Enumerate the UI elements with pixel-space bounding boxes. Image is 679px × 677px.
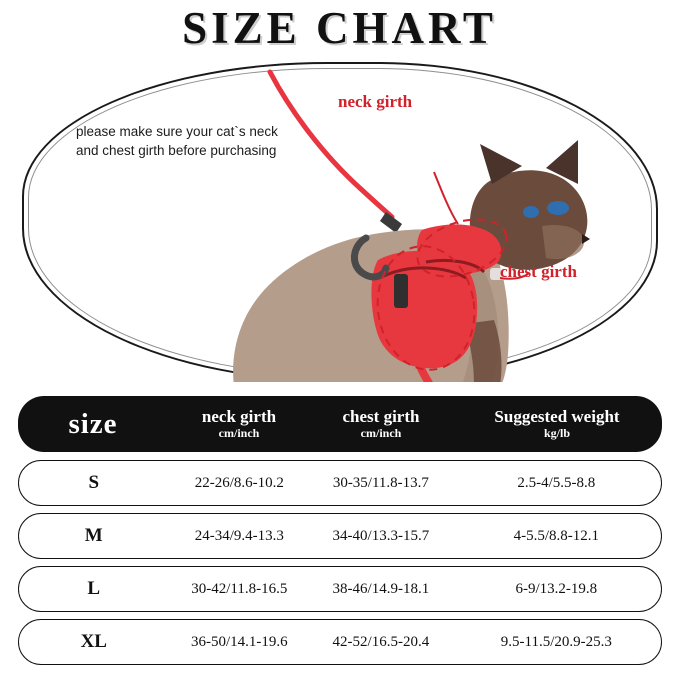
neck-girth-label: neck girth (338, 92, 413, 111)
row-neck-girth: 24-34/9.4-13.3 (194, 527, 284, 544)
row-chest-girth: 34-40/13.3-15.7 (332, 527, 430, 544)
header-chest-girth (310, 407, 452, 441)
row-size: S (88, 472, 100, 493)
row-chest-girth: 38-46/14.9-18.1 (332, 580, 430, 597)
row-chest-girth: 30-35/11.8-13.7 (332, 474, 429, 491)
header-suggested-weight-unit: kg/lb (543, 426, 570, 440)
row-size: M (84, 525, 103, 546)
illustration-note: please make sure your cat`s neck and chest girth before purchasing (76, 124, 278, 158)
table-row (18, 513, 662, 559)
chest-girth-label: chest girth (500, 262, 577, 281)
row-chest-girth: 42-52/16.5-20.4 (332, 633, 430, 650)
row-size: L (87, 578, 101, 599)
table-header-row (18, 396, 662, 452)
header-suggested-weight-main: Suggested weight (494, 407, 620, 426)
row-suggested-weight: 2.5-4/5.5-8.8 (517, 474, 596, 491)
row-suggested-weight: 6-9/13.2-19.8 (515, 580, 598, 597)
header-neck-girth (168, 407, 310, 441)
row-neck-girth: 22-26/8.6-10.2 (194, 474, 284, 491)
size-table (18, 396, 662, 672)
header-chest-girth-main: chest girth (342, 407, 420, 426)
page-title: SIZE CHART (182, 3, 497, 53)
row-size: XL (80, 631, 107, 652)
row-suggested-weight: 4-5.5/8.8-12.1 (513, 527, 600, 544)
header-neck-girth-unit: cm/inch (218, 426, 260, 440)
header-chest-girth-unit: cm/inch (360, 426, 402, 440)
header-suggested-weight (452, 407, 662, 441)
table-row (18, 460, 662, 506)
row-neck-girth: 30-42/11.8-16.5 (191, 580, 288, 597)
row-suggested-weight: 9.5-11.5/20.9-25.3 (500, 633, 612, 650)
table-row (18, 619, 662, 665)
header-size: size (68, 407, 118, 440)
table-row (18, 566, 662, 612)
row-neck-girth: 36-50/14.1-19.6 (190, 633, 288, 650)
header-neck-girth-main: neck girth (201, 407, 277, 426)
